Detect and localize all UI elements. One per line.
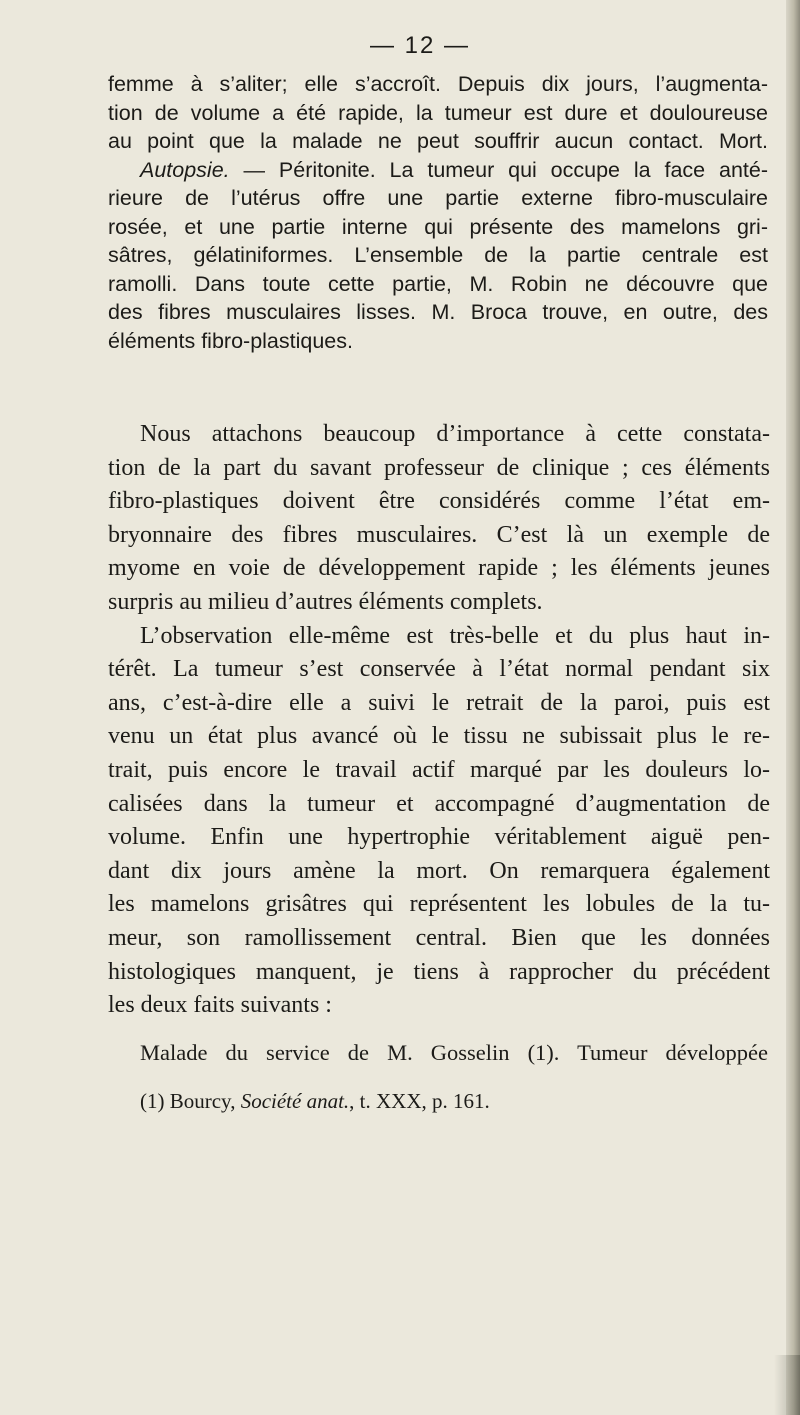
text-line: dant dix jours amène la mort. On remarquera également <box>108 857 770 884</box>
footnote-suffix: , t. XXX, p. 161. <box>349 1089 490 1113</box>
footnote-prefix: (1) Bourcy, <box>140 1089 241 1113</box>
autopsie-line <box>108 156 768 185</box>
footnote <box>140 1089 760 1114</box>
observation-text-block <box>108 70 768 355</box>
text-line: L’observation elle-même est très-belle et du plus haut in- <box>140 622 770 649</box>
page-number: — 12 — <box>369 32 471 59</box>
commentary-text-block <box>108 418 770 1023</box>
text-line: rieure de l’utérus offre une partie externe fibro-musculaire <box>108 186 768 210</box>
text-line: ans, c’est-à-dire elle a suivi le retrait de la paroi, puis est <box>108 689 770 716</box>
text-line: myome en voie de développement rapide ; les éléments jeunes <box>108 555 770 582</box>
corner-shadow <box>774 1355 800 1415</box>
page-edge-shadow <box>786 0 800 1415</box>
text-line: au point que la malade ne peut souffrir aucun contact. Mort. <box>108 129 768 153</box>
text-line: surpris au milieu d’autres éléments complets. <box>108 588 543 615</box>
text-line: des fibres musculaires lisses. M. Broca trouve, en outre, des <box>108 300 768 324</box>
text-line: fibro-plastiques doivent être considérés comme l’état em- <box>108 488 770 515</box>
text-line: térêt. La tumeur s’est conservée à l’état normal pendant six <box>108 656 770 683</box>
autopsie-text: — Péritonite. La tumeur qui occupe la face anté- <box>229 157 768 182</box>
text-line: histologiques manquent, je tiens à rapprocher du précédent <box>108 958 770 985</box>
autopsie-label: Autopsie. <box>140 157 230 182</box>
text-line: les deux faits suivants : <box>108 992 332 1019</box>
text-line: trait, puis encore le travail actif marqué par les douleurs lo- <box>108 756 770 783</box>
case-heading: Malade du service de M. Gosselin (1). Tumeur développée <box>140 1040 768 1065</box>
text-line: bryonnaire des fibres musculaires. C’est là un exemple de <box>108 521 770 548</box>
text-line: tion de volume a été rapide, la tumeur est dure et douloureuse <box>108 100 768 125</box>
text-line: meur, son ramollissement central. Bien que les données <box>108 924 770 951</box>
text-line: calisées dans la tumeur et accompagné d’augmentation de <box>108 790 770 817</box>
text-line: ramolli. Dans toute cette partie, M. Robin ne découvre que <box>108 271 768 296</box>
text-line: Nous attachons beaucoup d’importance à cette constata- <box>140 421 770 447</box>
text-line: les mamelons grisâtres qui représentent les lobules de la tu- <box>108 891 770 918</box>
text-line: volume. Enfin une hypertrophie véritablement aiguë pen- <box>108 824 770 851</box>
text-line: rosée, et une partie interne qui présente des mamelons gri- <box>108 214 768 239</box>
text-line: venu un état plus avancé où le tissu ne subissait plus le re- <box>108 723 770 750</box>
text-line: tion de la part du savant professeur de clinique ; ces éléments <box>108 454 770 481</box>
text-line: sâtres, gélatiniformes. L’ensemble de la partie centrale est <box>108 243 768 267</box>
text-line: éléments fibro-plastiques. <box>108 328 353 353</box>
footnote-journal: Société anat. <box>240 1089 350 1113</box>
text-line: femme à s’aliter; elle s’accroît. Depuis dix jours, l’augmenta- <box>108 72 768 96</box>
